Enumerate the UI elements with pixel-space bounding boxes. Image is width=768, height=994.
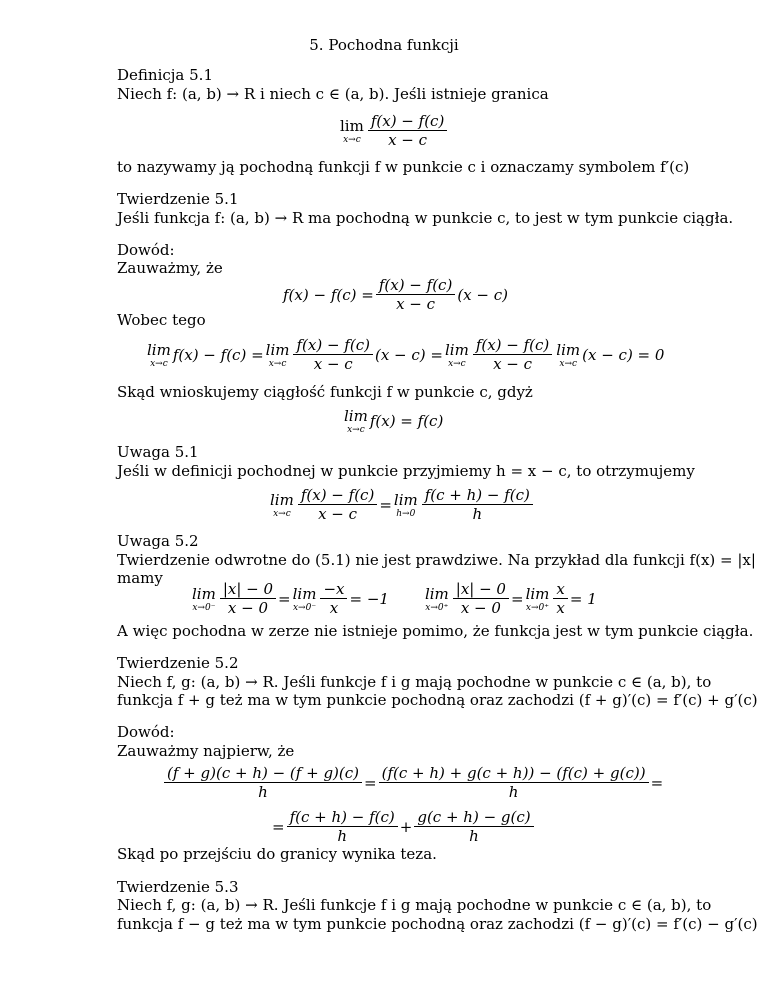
limit-operator: lim x→0⁻	[192, 584, 216, 613]
limit-operator: lim x→0⁻	[292, 584, 317, 613]
section-title: 5. Pochodna funkcji	[309, 36, 459, 54]
fraction: $\frac{x}{x}$	[553, 580, 567, 617]
continuity-formula: lim x→c f(x) = f(c)	[344, 407, 444, 435]
remark-heading: Uwaga 5.2	[117, 532, 199, 550]
proof-heading: Dowód:	[117, 723, 175, 741]
limit-operator: lim x→c	[147, 340, 171, 369]
definition-text: to nazywamy ją pochodną funkcji f w punkcie c i oznaczamy symbolem f′(c)	[117, 158, 690, 176]
fraction: $\frac{f(x) - f(c)}{x - c}$	[298, 486, 377, 523]
fraction: $\frac{f(c + h) - f(c)}{h}$	[422, 486, 533, 523]
fraction: $\frac{(f(c + h) + g(c + h)) - (f(c) + g(c))}{h}$	[379, 764, 649, 801]
proof-heading: Dowód:	[117, 241, 175, 259]
limit-operator: lim x→c	[340, 116, 364, 145]
absolute-value-limits: lim x→0⁻ $\frac{|x| - 0}{x - 0}$ = lim x→0⁻ $\frac{-x}{x}$ = −1 lim x→0⁺ $\frac{|x| - 0}{x - 0}$ = lim x→0⁺ $\frac{x}{x}$ = 1	[192, 580, 597, 617]
definition-text: Niech f: (a, b) → R i niech c ∈ (a, b). Jeśli istnieje granica	[117, 85, 549, 103]
fraction: $\frac{(f + g)(c + h) - (f + g)(c)}{h}$	[164, 764, 362, 801]
proof-text: Zauważmy najpierw, że	[117, 742, 295, 760]
remark-text: Twierdzenie odwrotne do (5.1) nie jest prawdziwe. Na przykład dla funkcji f(x) = |x|	[117, 551, 756, 569]
remark-text: Jeśli w definicji pochodnej w punkcie przyjmiemy h = x − c, to otrzymujemy	[117, 462, 695, 480]
proof-equation-1: f(x) − f(c) = $\frac{f(x) - f(c)}{x - c}$ (x − c)	[283, 276, 508, 313]
limit-operator: lim x→0⁺	[424, 584, 449, 613]
fraction: $\frac{-x}{x}$	[320, 580, 347, 617]
proof-text: Wobec tego	[117, 311, 206, 329]
fraction: $\frac{|x| - 0}{x - 0}$	[220, 580, 276, 617]
proof-text: Skąd wnioskujemy ciągłość funkcji f w punkcie c, gdyż	[117, 383, 533, 401]
theorem-text: funkcja f + g też ma w tym punkcie pochodną oraz zachodzi (f + g)′(c) = f′(c) + g′(c)	[117, 691, 758, 709]
fraction: $\frac{f(c + h) - f(c)}{h}$	[287, 808, 398, 845]
limit-operator: lim x→c	[270, 490, 294, 519]
fraction: $\frac{f(x) - f(c)}{x - c}$	[376, 276, 455, 313]
limit-operator: lim x→c	[444, 340, 469, 369]
remark-text: mamy	[117, 569, 163, 587]
theorem-heading: Twierdzenie 5.1	[117, 190, 239, 208]
limit-operator: lim x→c	[344, 407, 368, 435]
fraction: $\frac{f(x) - f(c)}{x - c}$	[368, 112, 447, 149]
sum-proof-equation-2: = $\frac{f(c + h) - f(c)}{h}$ + $\frac{g(c + h) - g(c)}{h}$	[272, 808, 536, 845]
limit-operator: lim x→c	[556, 340, 581, 369]
derivative-definition-formula	[338, 112, 449, 149]
theorem-text: Jeśli funkcja f: (a, b) → R ma pochodną w punkcie c, to jest w tym punkcie ciągła.	[117, 209, 734, 227]
sum-proof-equation-1: $\frac{(f + g)(c + h) - (f + g)(c)}{h}$ = $\frac{(f(c + h) + g(c + h)) - (f(c) + g(c))}{h}$ =	[162, 764, 663, 801]
fraction: $\frac{f(x) - f(c)}{x - c}$	[293, 336, 372, 373]
theorem-heading: Twierdzenie 5.2	[117, 654, 239, 672]
proof-equation-2: lim x→c f(x) − f(c) = lim x→c $\frac{f(x) - f(c)}{x - c}$ (x − c) = lim x→c $\frac{f(x) - f(c)}{x - c}$ lim x→c (x − c) = 0	[147, 336, 665, 373]
remark-heading: Uwaga 5.1	[117, 443, 199, 461]
limit-operator: lim x→0⁺	[525, 584, 550, 613]
remark-text: A więc pochodna w zerze nie istnieje pomimo, że funkcja jest w tym punkcie ciągła.	[117, 622, 754, 640]
limit-operator: lim h→0	[393, 490, 418, 519]
fraction: $\frac{g(c + h) - g(c)}{h}$	[414, 808, 533, 845]
theorem-text: funkcja f − g też ma w tym punkcie pochodną oraz zachodzi (f − g)′(c) = f′(c) − g′(c)	[117, 915, 758, 933]
fraction: $\frac{f(x) - f(c)}{x - c}$	[473, 336, 552, 373]
proof-text: Skąd po przejściu do granicy wynika teza.	[117, 845, 437, 863]
limit-operator: lim x→c	[265, 340, 290, 369]
proof-text: Zauważmy, że	[117, 259, 223, 277]
fraction: $\frac{|x| - 0}{x - 0}$	[453, 580, 509, 617]
theorem-text: Niech f, g: (a, b) → R. Jeśli funkcje f i g mają pochodne w punkcie c ∈ (a, b), to	[117, 673, 712, 691]
definition-heading: Definicja 5.1	[117, 66, 213, 84]
theorem-text: Niech f, g: (a, b) → R. Jeśli funkcje f i g mają pochodne w punkcie c ∈ (a, b), to	[117, 896, 712, 914]
theorem-heading: Twierdzenie 5.3	[117, 878, 239, 896]
remark-formula: lim x→c $\frac{f(x) - f(c)}{x - c}$ = lim h→0 $\frac{f(c + h) - f(c)}{h}$	[268, 486, 535, 523]
